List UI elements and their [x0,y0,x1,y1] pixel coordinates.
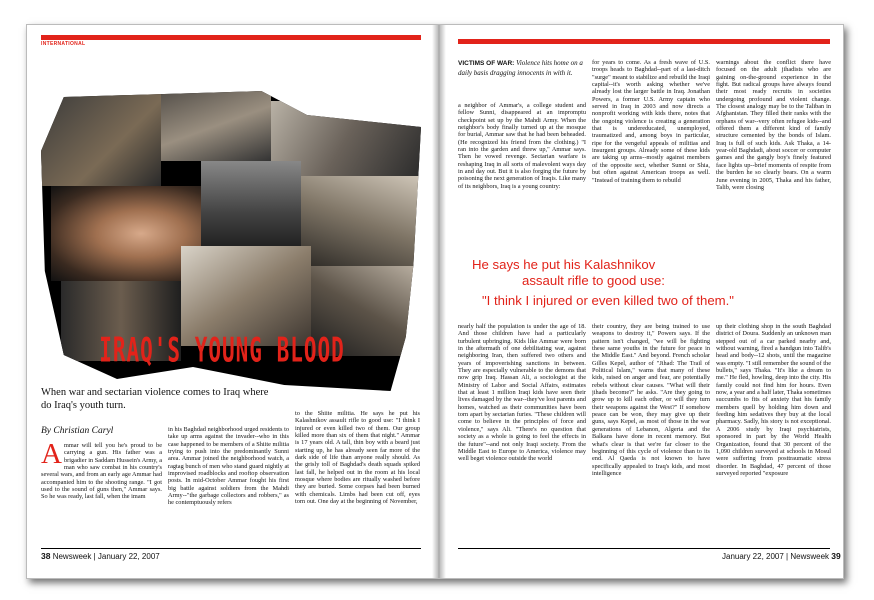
text-column-c-top [716,59,831,250]
caption-lead: VICTIMS OF WAR: [458,60,515,67]
column-text: their country, they are being trained to use weapons to destroy it," Powers says. If the pattern isn't changed, "we will be fighting these same youths in the future for peace in the Middle East." And beyond. French scholar Gilles Kepel, author of "Jihad: The Trail of Political Islam," warns that many of these kids, raised on anger and fear, are potentially rebels without clear causes. "What will their jihads become?" he asks. "Are they going to grow up to kill each other, or will they turn their weapons against the West?" If somehow peace can be won, they may give up their guns, says Kepel, as most of those in the war generations of Lebanon, Algeria and the Balkans have done in recent memory. But what's clear is that we're far closer to the beginning of this cycle of violence than to its end. Al Qaeda is not known to have specifically appealed to Iraq's kids, and most intelligence [592,323,710,477]
footer-left [41,551,160,561]
footer-text: January 22, 2007 | Newsweek [722,552,830,561]
spine-gutter [432,25,446,578]
text-column-3 [295,410,420,546]
text-column-2 [168,426,289,546]
text-column-b-bottom [592,323,710,545]
collage-photo [301,176,421,266]
collage-photo [201,161,301,246]
caption-text: Violence hits home on a daily basis dragging innocents in with it. [458,59,583,77]
top-red-rule [458,39,830,44]
pull-quote-line-1: He says he put his Kalashnikov [472,257,656,272]
left-page [27,25,432,578]
magazine-spread [26,24,844,579]
column-text: nearly half the population is under the age of 18. And those children have had a particularly turbulent upbringing. Kids like Ammar were born in the aftermath of one debilitating war, against neighboring Iran, then suffered two others and years of impoverishing sanctions in between. They are especially vulnerable to the demons that now grip Iraq. Hassan Ali, a sociologist at the Ministry of Labor and Social Affairs, estimates that at least 1 million Iraqi kids have seen their lives damaged by the war--they've lost parents and homes, watched as their communities have been torn apart by sectarian furies. "These children will come to believe in the principles of force and violence," says Ali. "There's no question that society as a whole is going to feel the effects in the future"--and not only Iraqi society. From the Middle East to Europe to America, violence may well beget violence outside the world [458,323,586,463]
page-number: 38 [41,551,51,561]
pull-quote-line-3: "I think I injured or even killed two of them." [482,293,734,308]
section-label: INTERNATIONAL [41,41,86,47]
column-text: warnings about the conflict there have focused on the adult jihadists who are gaining on-the-ground experience in the fight. But radical groups have always found their most ready recruits in societies undergoing profound and violent change. The closest analogy may be to the Taliban in Afghanistan. They filled their ranks with the orphans of war--very often refugee kids--and offered them a different kind of family structure cemented by the bonds of Islam. Iraq is full of such kids. Ask Thaka, a 14-year-old Baghdadi, about soccer or computer games and the gangly boy's finely featured face lights up--brief moments of respite from the burden he so clearly bears. On a warm June evening in 2005, Thaka and his father, Talib, were closing [716,59,831,191]
column-text: up their clothing shop in the south Baghdad district of Doura. Suddenly an unknown man stepped out of a car parked nearby and, without warning, fired a handgun into Talib's head and body--12 shots, until the magazine was empty. "I still remember the sound of the bullets," says Thaka. "It's like a dream to me." He fled, howling, deep into the city. His family could not find him for hours. Even now, a year and a half later, Thaka sometimes succumbs to fits of anxiety that his family members quell by holding him down and feeding him sedatives they buy at the local pharmacy. Sadly, his story is not exceptional. A 2006 study by Iraqi psychiatrists, sponsored in part by the World Health Organization, found that 30 percent of the 1,090 children surveyed at schools in Mosul were suffering from posttraumatic stress disorder. In Baghdad, 47 percent of those surveyed reported "exposure [716,323,831,477]
collage-photo-boy-portrait [51,186,201,281]
headline: IRAQ'S YOUNG BLOOD [99,331,345,370]
text-column-1 [41,442,162,546]
byline: By Christian Caryl [41,426,114,436]
column-text: a neighbor of Ammar's, a college student and fellow Sunni, disappeared at an impromptu checkpoint set up by the Mahdi Army. When the neighbor's body finally turned up at the mosque for burial, Ammar saw that he had been beheaded. (He recognized his friend from the clothing.) "I ran into the garden and threw up," Ammar says. Then he vowed revenge. Sectarian warfare is reshaping Iraq in all sorts of malevolent ways day in and day out. But it is also forging the future by poisoning the next generation of Iraqis. Like many of its neighbors, Iraq is a young country: [458,102,586,190]
deck: When war and sectarian violence comes to Iraq where do Iraq's youth turn. [41,387,269,411]
footer-rule [41,548,421,549]
column-text: for years to come. As a fresh wave of U.S. troops heads to Baghdad--part of a last-ditch "surge" meant to stabilize and rebuild the Iraqi capital--it's worth asking whether we've already lost the larger battle in Iraq. Jonathan Powers, a former U.S. Army captain who served in Iraq in 2003 and now directs a nonprofit working with kids there, notes that the ongoing violence is creating a generation that is undereducated, unemployed, traumatized and, among boys in particular, ripe for the vengeful appeals of militias and insurgent groups. Already some of these kids are taking up arms--mostly against members of the opposite sect, whether Sunni or Shia, but often against American troops as well. "Instead of training them to rebuild [592,59,710,184]
top-red-rule [41,35,421,40]
collage-photo [41,91,161,186]
text-column-a-top [458,102,586,250]
text-column-b-top [592,59,710,250]
footer-right [722,551,841,561]
footer-text: Newsweek | January 22, 2007 [52,552,160,561]
collage-photo [161,91,271,161]
text-column-a-bottom [458,323,586,545]
column-text: to the Shiite militia. He says he put his Kalashnikov assault rifle to good use: "I think I injured or even killed two of them. Our group killed more than six of them that night." Ammar is 17 years old. A tall, thin boy with a beard just starting up, he has already seen far more of the dark side of life than anyone really should. As the grisly toll of Baghdad's death squads spiked last fall, he helped out in the room at his local mosque where bodies are ritually washed before they are buried. Some corpses had been burned with chemicals. Limbs had been cut off, eyes torn out. One day at the beginning of November, [295,410,420,506]
column-text: in his Baghdad neighborhood urged residents to take up arms against the invader--who in this case happened to be members of a Shiite militia trying to push into the predominantly Sunni area. Ammar joined the neighborhood watch, a ragtag bunch of men who stand guard nightly at improvised roadblocks and rooftop observation posts. In mid-October Ammar fought his first big battle against soldiers from the Mahdi Army--"the garbage collectors and robbers," as he contemptuously refers [168,426,289,507]
footer-rule [458,548,830,549]
text-column-c-bottom [716,323,831,545]
photo-caption [458,59,586,77]
right-page [446,25,843,578]
drop-cap: A [41,442,62,470]
page-number: 39 [831,551,841,561]
pull-quote-line-2: assault rifle to good use: [522,273,665,288]
column-text: mmar will tell you he's proud to be carrying a gun. His father was a brigadier in Saddam Hussein's Army, a man who saw combat in his country's several wars, and from an early age Ammar had accompanied him to the shooting range. "I got used to the sound of guns then," Ammar says. So he was ready, last fall, when the imam [41,442,162,501]
